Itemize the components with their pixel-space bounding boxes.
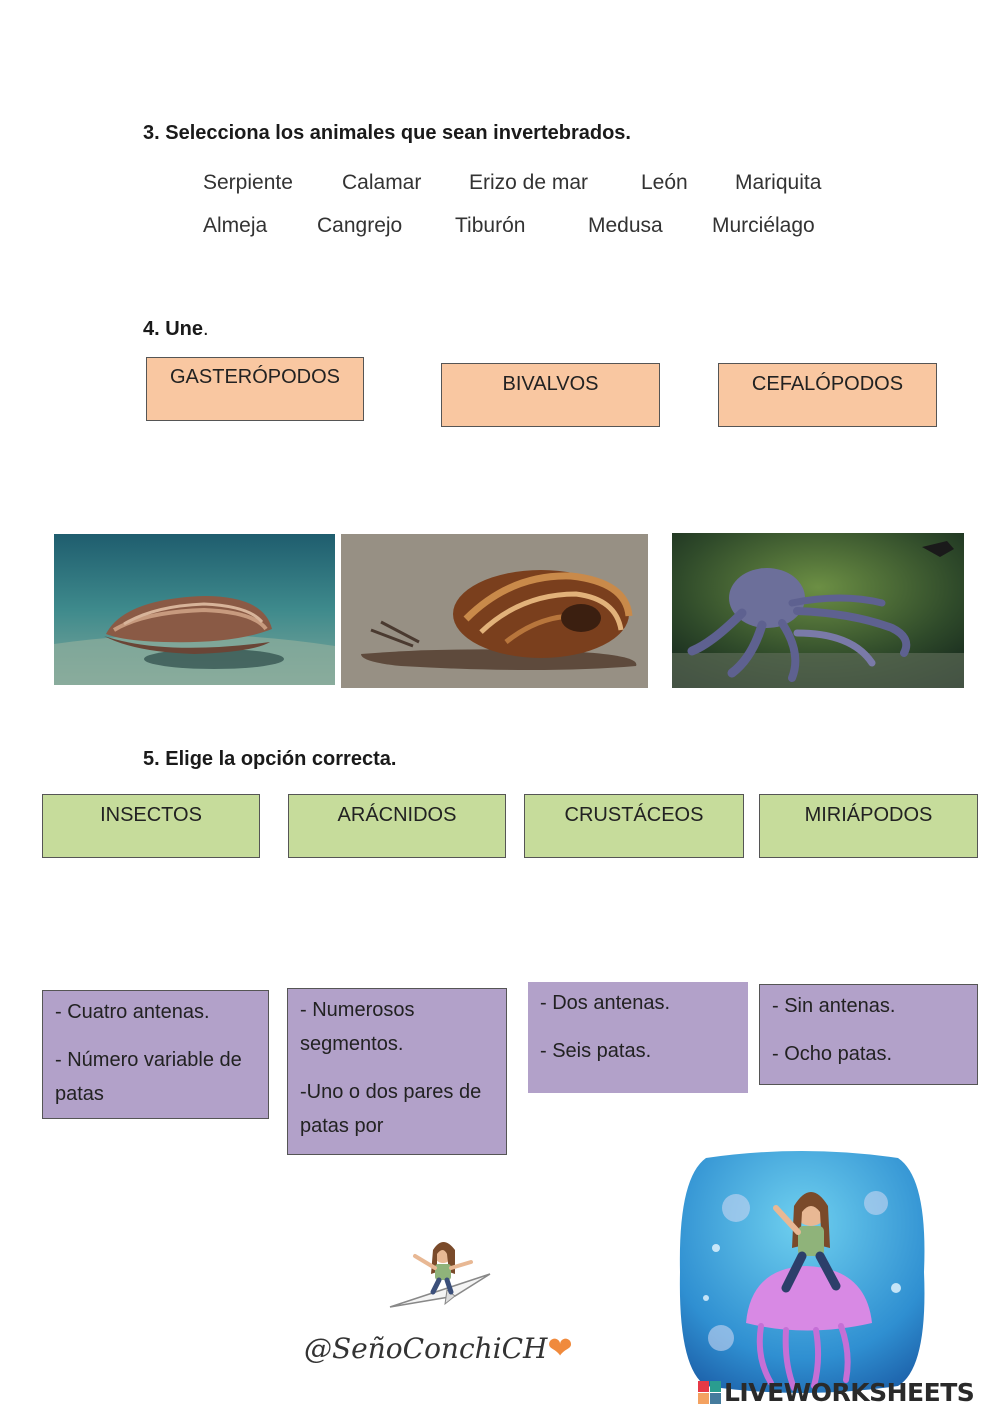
description-box[interactable] [759,984,978,1085]
word-option[interactable]: Murciélago [712,214,815,237]
question-4-title-end: . [203,318,209,340]
question-3-title: 3. Selecciona los animales que sean invertebrados. [143,122,631,144]
description-line: -Uno o dos pares de patas por [300,1081,482,1137]
description-box[interactable] [42,990,269,1119]
group-box-aracnidos[interactable]: ARÁCNIDOS [288,794,506,858]
octopus-image [672,533,964,688]
paper-plane-illustration [385,1232,495,1312]
word-option[interactable]: Medusa [588,214,663,237]
liveworksheets-logo-icon [698,1381,721,1404]
octopus-photo[interactable] [672,533,964,688]
question-4-title [143,318,209,341]
signature-text: @SeñoConchiCH [304,1332,548,1365]
description-line: - Cuatro antenas. [55,1001,210,1023]
description-line: - Dos antenas. [540,992,671,1014]
match-box-cefalopodos[interactable]: CEFALÓPODOS [718,363,937,427]
paper-plane-icon [385,1232,495,1312]
match-box-bivalvos[interactable]: BIVALVOS [441,363,660,427]
description-line: - Numerosos segmentos. [300,999,415,1055]
word-option[interactable]: Mariquita [735,171,822,194]
question-4-title-bold: 4. Une [143,318,204,340]
description-line: - Ocho patas. [772,1043,893,1065]
word-option[interactable]: Tiburón [455,214,526,237]
description-line: - Sin antenas. [772,995,896,1017]
description-box[interactable] [287,988,507,1155]
group-box-miriapodos[interactable]: MIRIÁPODOS [759,794,978,858]
jellyfish-avatar-icon [676,1148,928,1396]
description-box[interactable] [528,982,748,1093]
clam-photo[interactable] [54,534,335,685]
description-line: - Seis patas. [540,1040,652,1062]
heart-icon: ❤ [547,1331,573,1366]
word-option[interactable]: León [641,171,688,194]
clam-image [54,534,335,685]
signature [304,1331,573,1366]
snail-photo[interactable] [341,534,648,688]
word-option[interactable]: Cangrejo [317,214,403,237]
watermark-text: LIVEWORKSHEETS [724,1378,975,1407]
word-option[interactable]: Calamar [342,171,422,194]
description-line: - Número variable de patas [55,1049,242,1105]
group-box-crustaceos[interactable]: CRUSTÁCEOS [524,794,744,858]
jellyfish-avatar [676,1148,928,1396]
match-box-gasteropodos[interactable]: GASTERÓPODOS [146,357,364,421]
word-option[interactable]: Erizo de mar [469,171,589,194]
liveworksheets-watermark [698,1378,974,1407]
snail-image [341,534,648,688]
question-5-title: 5. Elige la opción correcta. [143,748,397,770]
group-box-insectos[interactable]: INSECTOS [42,794,260,858]
word-option[interactable]: Almeja [203,214,268,237]
word-option[interactable]: Serpiente [203,171,293,194]
